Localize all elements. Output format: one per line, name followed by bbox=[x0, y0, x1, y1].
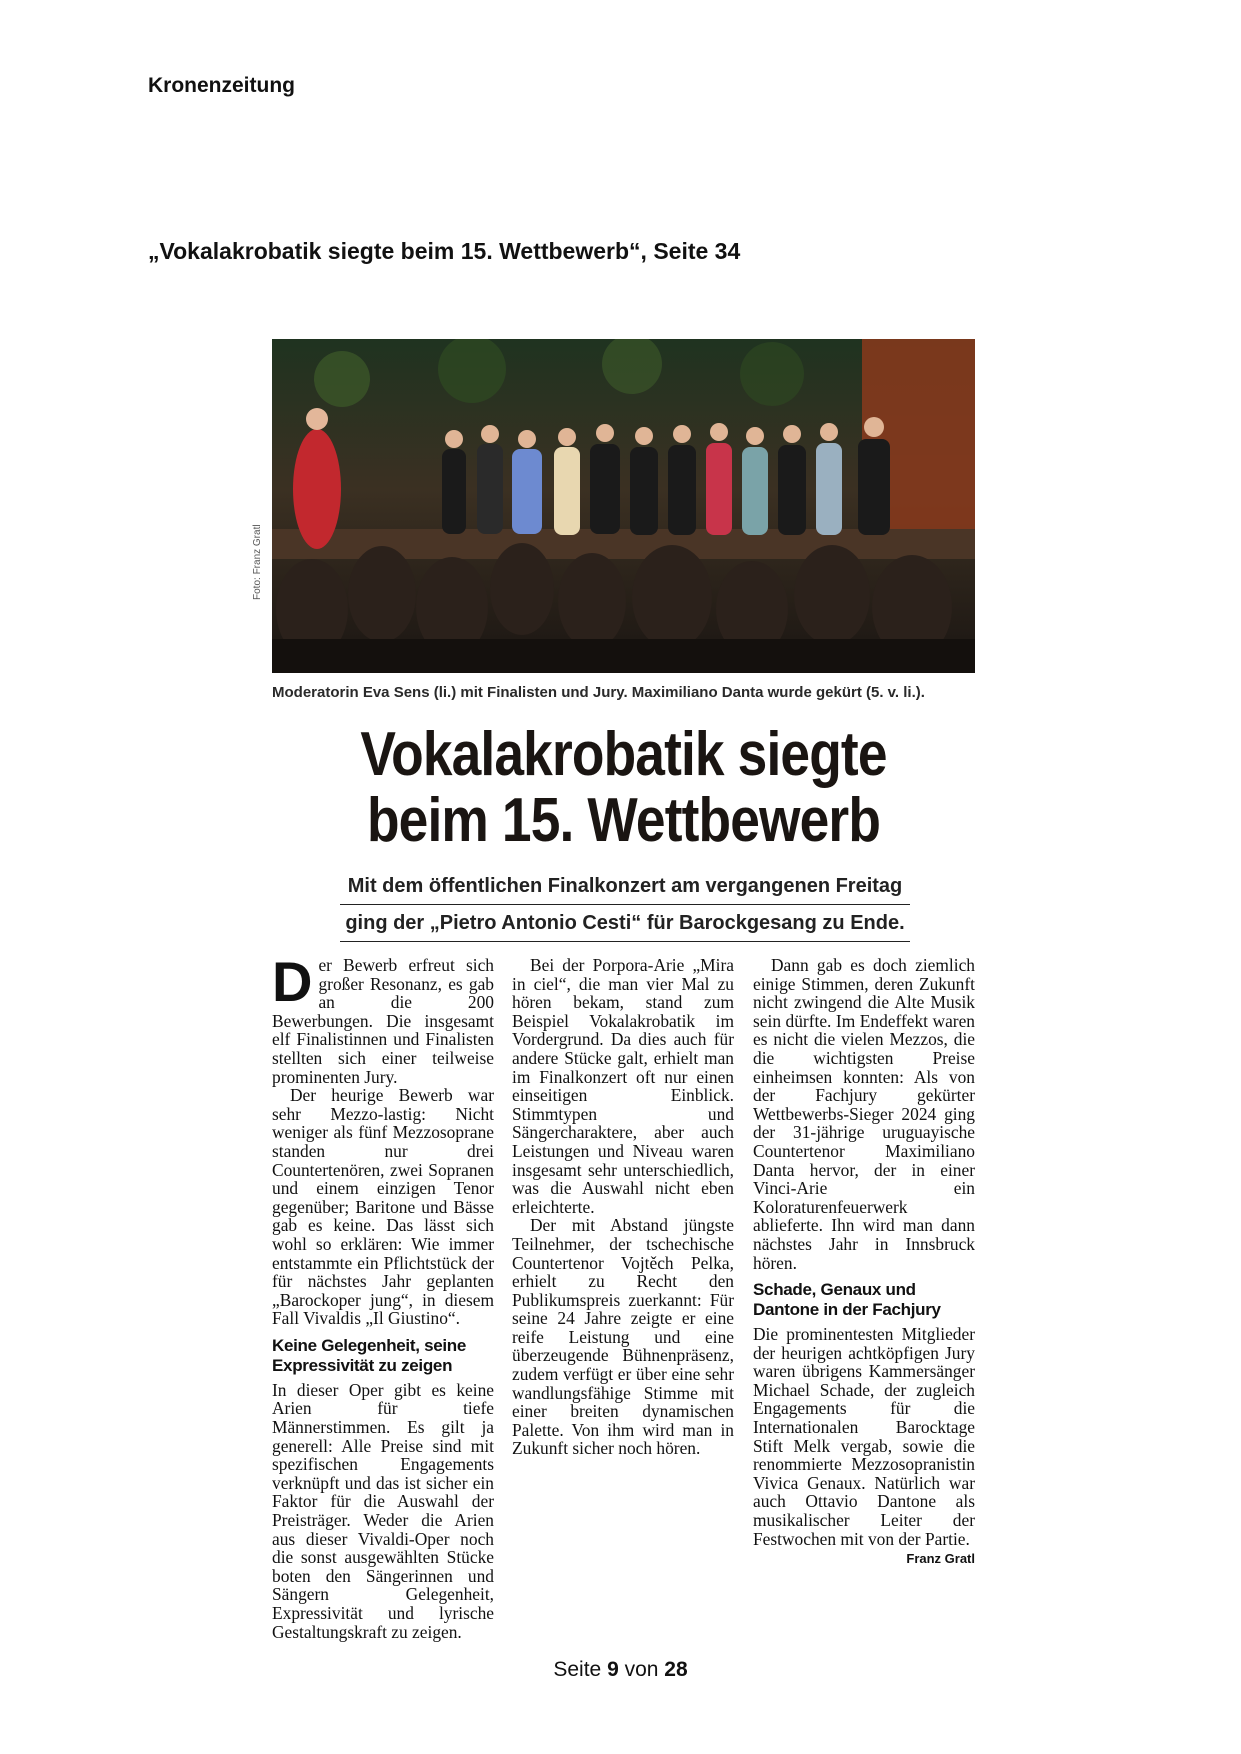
paragraph bbox=[272, 950, 494, 1087]
subheading-line-1: Mit dem öffentlichen Finalkonzert am vergangenen Freitag bbox=[340, 868, 910, 905]
page-total: 28 bbox=[664, 1658, 688, 1681]
column-2 bbox=[512, 956, 734, 1458]
paragraph bbox=[753, 1324, 975, 1567]
photo-credit: Foto: Franz Gratl bbox=[252, 524, 263, 600]
article-photo bbox=[272, 339, 975, 673]
author-byline: Franz Gratl bbox=[906, 1551, 975, 1567]
concert-stage-image bbox=[272, 339, 975, 673]
footer-prefix: Seite bbox=[553, 1658, 602, 1681]
column-1 bbox=[272, 950, 494, 1642]
clip-reference: „Vokalakrobatik siegte beim 15. Wettbewerb“, Seite 34 bbox=[148, 238, 741, 264]
article-body bbox=[272, 950, 975, 1642]
photo-caption: Moderatorin Eva Sens (li.) mit Finalisten und Jury. Maximiliano Danta wurde gekürt (5. v. li.). bbox=[272, 684, 925, 701]
drop-cap: D bbox=[272, 950, 313, 1013]
subhead-jury: Schade, Genaux und Dantone in der Fachjury bbox=[753, 1280, 941, 1320]
paragraph-text: er Bewerb erfreut sich großer Resonanz, es gab an die 200 Bewerbungen. Die insgesamt elf Finalistinnen und Finalisten stellten sich einer teilweise prominenten Jury. bbox=[272, 955, 494, 1087]
headline-line-1: Vokalakrobatik siegte bbox=[360, 720, 887, 789]
subhead-expressivity: Keine Gelegenheit, seine Expressivität zu zeigen bbox=[272, 1335, 467, 1375]
paragraph: Der mit Abstand jüngste Teilnehmer, der tschechische Countertenor Vojtěch Pelka, erhielt zu Recht den Publikumspreis zuerkannt: Für seine 24 Jahre zeigte er eine reife Leistung und eine überzeugende Bühnenpräsenz, zudem verfügt er über eine sehr wandlungsfähige Stimme mit einer breiten dynamischen Palette. Von ihm wird man in Zukunft sicher noch hören. bbox=[512, 1215, 734, 1459]
paragraph: Dann gab es doch ziemlich einige Stimmen, deren Zukunft nicht zwingend die Alte Musik sein dürfte. Im Endeffekt waren es nicht die vielen Mezzos, die die wichtigsten Preise einheimsen konnten: Als von der Fachjury gekürter Wettbewerbs-Sieger 2024 ging der 31-jährige uruguayische Countertenor Maximiliano Danta hervor, der in einer Vinci-Arie ein Koloraturenfeuerwerk ablieferte. Ihn wird man dann nächstes Jahr in Innsbruck hören. bbox=[753, 955, 975, 1273]
page-footer bbox=[0, 1658, 1241, 1682]
paragraph: Bei der Porpora-Arie „Mira in ciel“, die man vier Mal zu hören bekam, stand zum Beispiel Vokalakrobatik im Vordergrund. Da dies auch für andere Stücke galt, erhielt man im Finalkonzert oft nur einen einseitigen Einblick. Stimmtypen und Sängercharaktere, aber auch Leistungen und Niveau waren insgesamt sehr unterschiedlich, was die Auswahl nicht eben erleichterte. bbox=[512, 955, 734, 1217]
subheading bbox=[340, 868, 910, 942]
page-number: 9 bbox=[607, 1658, 619, 1681]
footer-middle: von bbox=[624, 1658, 659, 1681]
headline-line-2: beim 15. Wettbewerb bbox=[366, 786, 881, 855]
publication-name: Kronenzeitung bbox=[148, 74, 295, 97]
paragraph: In dieser Oper gibt es keine Arien für tiefe Männerstimmen. Es gilt ja generell: Alle Preise sind mit spezifischen Engagements verknüpft und das ist sicher ein Faktor für die Auswahl der Preisträger. Weder die Arien aus dieser Vivaldi-Oper noch die sonst ausgewählten Stücke boten den Sängerinnen und Sängern Gelegenheit, Expressivität und lyrische Gestaltungskraft zu zeigen. bbox=[272, 1379, 494, 1642]
column-3 bbox=[753, 956, 975, 1569]
paragraph-text: Die prominentesten Mitglieder der heurigen achtköpfigen Jury waren übrigens Kammersänger Michael Schade, der zugleich Engagements für die Internationalen Barocktage Stift Melk vergab, sowie die renommierte Mezzosopranistin Vivica Genaux. Natürlich war auch Ottavio Dantone als musikalischer Leiter der Festwochen mit von der Partie. bbox=[753, 1324, 975, 1549]
paragraph: Der heurige Bewerb war sehr Mezzo-lastig: Nicht weniger als fünf Mezzosoprane standen nur drei Countertenören, zwei Sopranen und einem einzigen Tenor gegenüber; Baritone und Bässe gab es keine. Das lässt sich wohl so erklären: Wie immer entstammte ein Pflichtstück der für nächstes Jahr geplanten „Barockoper jung“, in diesem Fall Vivaldis „Il Giustino“. bbox=[272, 1085, 494, 1329]
subheading-line-2: ging der „Pietro Antonio Cesti“ für Barockgesang zu Ende. bbox=[340, 905, 910, 942]
headline bbox=[321, 722, 926, 854]
